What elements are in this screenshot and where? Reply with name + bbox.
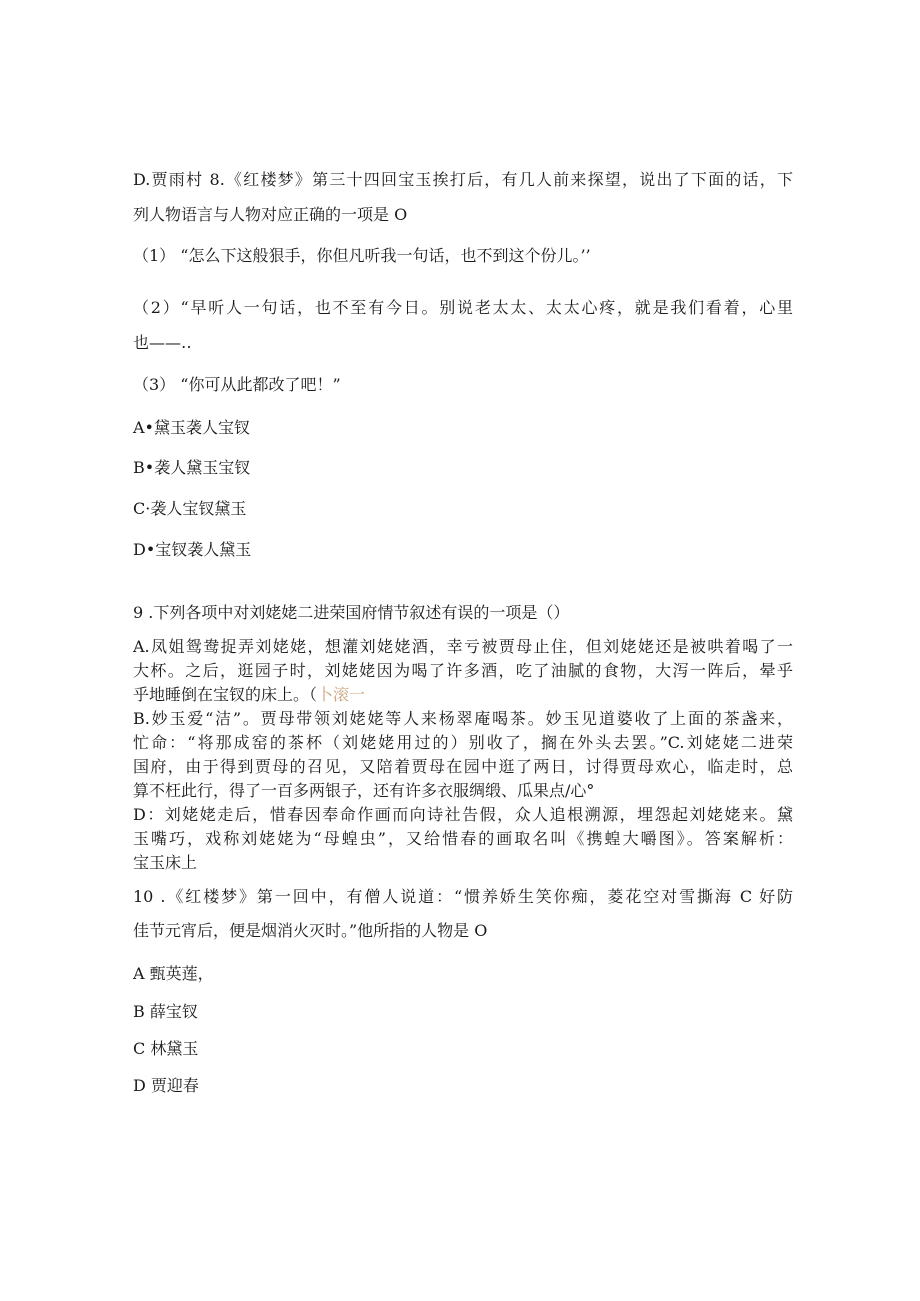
q9-option-d-line-2: 玉嘴巧，戏称刘姥姥为“母蝗虫”，又给惜春的画取名叫《携蝗大嚼图》。答案解析： (133, 829, 793, 848)
q8-quote-2-line-2: 也——‥ (133, 333, 192, 352)
q8-option-a: A•黛玉袭人宝钗 (133, 418, 250, 437)
q9-option-b-line-3: 国府，由于得到贾母的召见，又陪着贾母在园中逛了两日，讨得贾母欢心，临走时，总 (133, 757, 793, 776)
q10-option-c: C 林黛玉 (133, 1039, 199, 1058)
q9-option-a-line-3 (133, 683, 793, 707)
q9-option-d-line-1: D：刘姥姥走后，惜春因奉命作画而向诗社告假，众人追根溯源，埋怨起刘姥姥来。黛 (133, 805, 793, 824)
q10-option-a: A 甄英莲， (133, 964, 214, 983)
q9-option-b-line-4: 算不枉此行，得了一百多两银子，还有许多衣服绸缎、瓜果点/心° (133, 781, 595, 800)
q9-stem: 9 .下列各项中对刘姥姥二进荣国府情节叙述有误的一项是（） (133, 603, 570, 622)
q10-stem-line-1: 10 .《红楼梦》第一回中，有僧人说道：“惯养娇生笑你痴，菱花空对雪撕海 C 好防 (133, 887, 793, 906)
q9-option-a-line-1: A.凤姐鸳鸯捉弄刘姥姥，想灌刘姥姥酒，幸亏被贾母止住，但刘姥姥还是被哄着喝了一 (133, 637, 793, 656)
q9-option-a-line-3-text: 乎地睡倒在宝钗的床上。（ (133, 685, 318, 704)
q9-option-d-line-3: 宝玉床上 (133, 853, 198, 872)
q8-quote-2-line-1: （2）“早听人一句话，也不至有今日。别说老太太、太太心疼，就是我们看着，心里 (133, 298, 793, 317)
q8-option-c: C·袭人宝钗黛玉 (133, 499, 247, 518)
q8-stem-line-2: 列人物语言与人物对应正确的一项是 O (133, 205, 408, 224)
q8-option-b: B•袭人黛玉宝钗 (133, 458, 251, 477)
q10-stem-line-2: 佳节元宵后，便是烟消火灭时。”他所指的人物是 O (133, 921, 488, 940)
q10-option-d: D 贾迎春 (133, 1076, 199, 1095)
q8-quote-3: （3） “你可从此都改了吧！” (133, 375, 341, 394)
q9-option-b-line-1: B.妙玉爱“洁”。贾母带领刘姥姥等人来杨翠庵喝茶。妙玉见道婆收了上面的茶盏来， (133, 709, 793, 728)
q9-option-a-annotation: 卜滚一 (317, 685, 366, 704)
q9-option-b-line-2: 忙命：“将那成窑的茶杯（刘姥姥用过的）别收了，搁在外头去罢。”C.刘姥姥二进荣 (133, 733, 793, 752)
q10-option-b: B 薛宝钗 (133, 1002, 198, 1021)
q8-quote-1: （1） “怎么下这般狠手，你但凡听我一句话，也不到这个份儿。’’ (133, 246, 591, 265)
q8-stem-line-1: D.贾雨村 8.《红楼梦》第三十四回宝玉挨打后，有几人前来探望，说出了下面的话，下 (133, 170, 793, 189)
q8-option-d: D•宝钗袭人黛玉 (133, 540, 252, 559)
q9-option-a-line-2: 大杯。之后，逛园子时，刘姥姥因为喝了许多酒，吃了油腻的食物，大泻一阵后，晕乎 (133, 661, 793, 680)
